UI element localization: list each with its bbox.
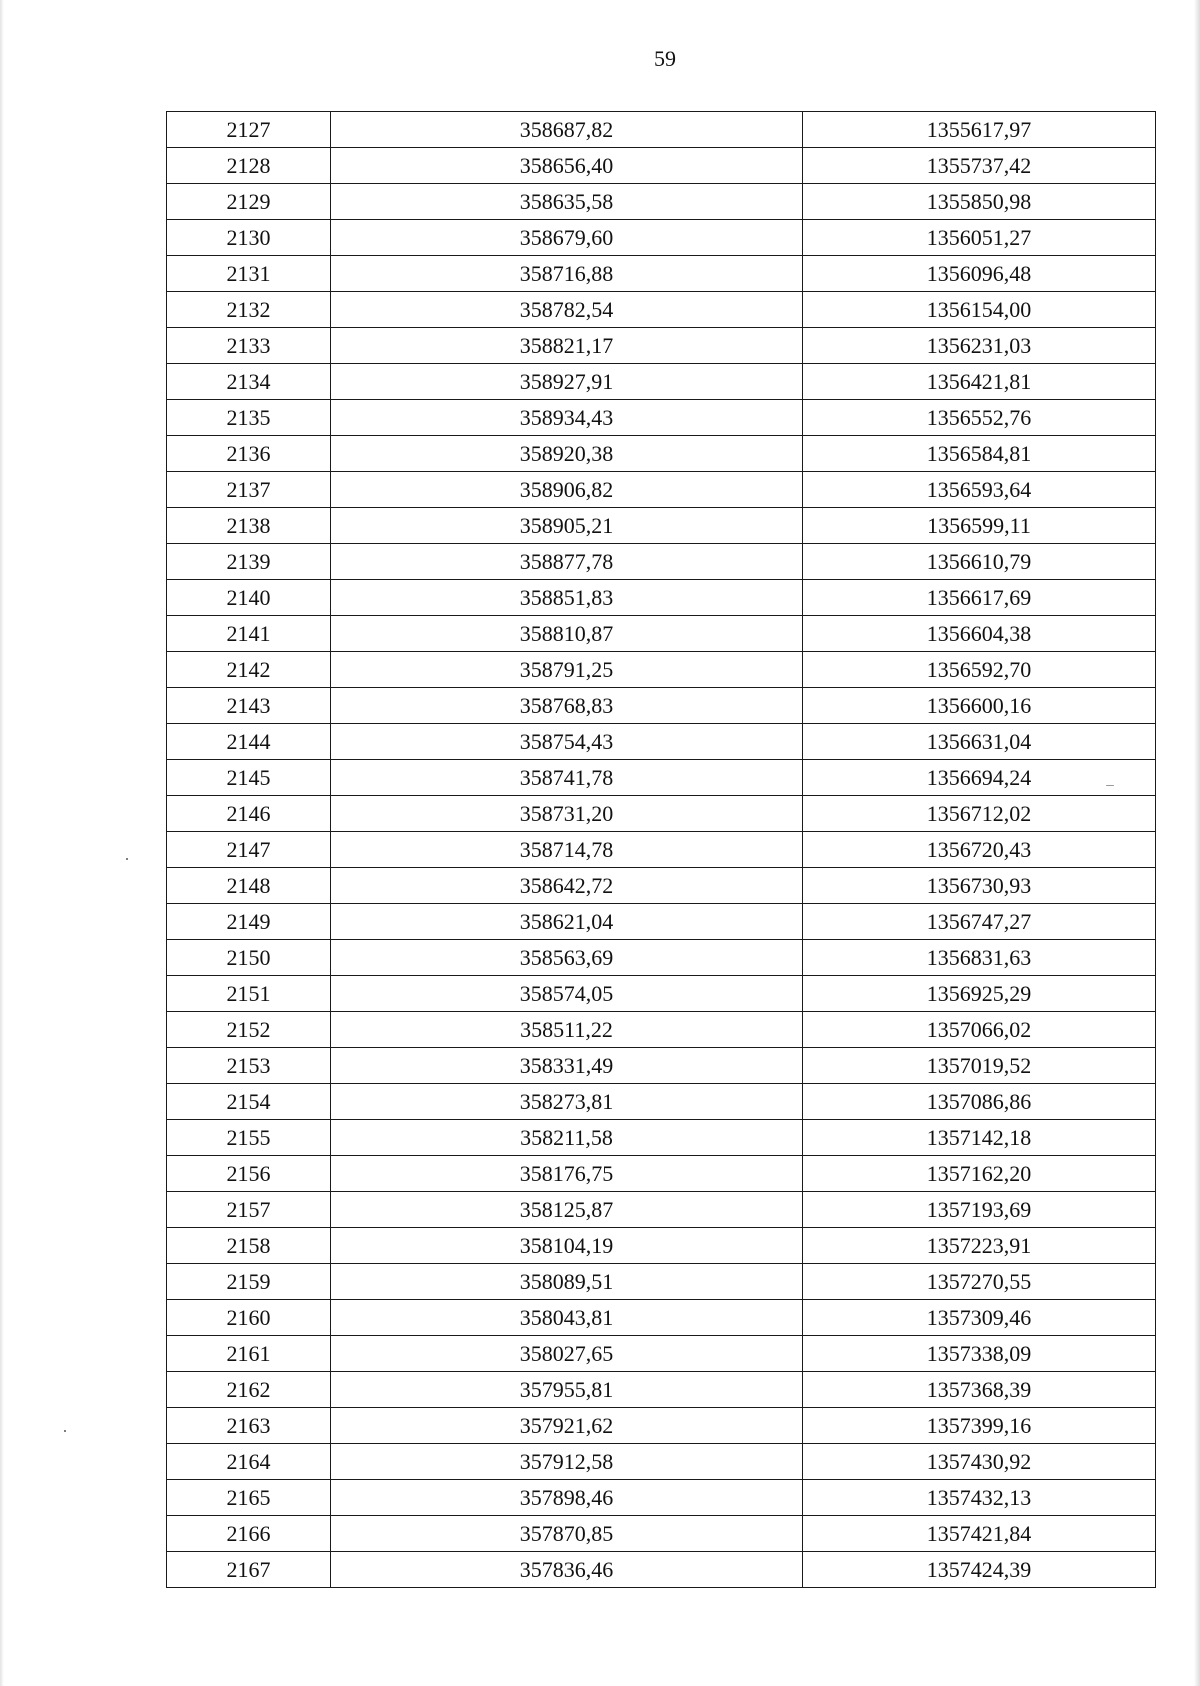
table-row — [167, 364, 1156, 400]
point-number-cell: 2143 — [167, 688, 331, 724]
scan-speck — [64, 1430, 66, 1432]
y-coordinate-cell: 1356231,03 — [803, 328, 1156, 364]
x-coordinate-cell: 358656,40 — [331, 148, 803, 184]
point-number-cell: 2135 — [167, 400, 331, 436]
x-coordinate-cell: 358125,87 — [331, 1192, 803, 1228]
table-row — [167, 940, 1156, 976]
x-coordinate-cell: 358741,78 — [331, 760, 803, 796]
table-row — [167, 148, 1156, 184]
table-row — [167, 220, 1156, 256]
x-coordinate-cell: 358714,78 — [331, 832, 803, 868]
y-coordinate-cell: 1356592,70 — [803, 652, 1156, 688]
y-coordinate-cell: 1356925,29 — [803, 976, 1156, 1012]
point-number-cell: 2144 — [167, 724, 331, 760]
point-number-cell: 2147 — [167, 832, 331, 868]
point-number-cell: 2132 — [167, 292, 331, 328]
point-number-cell: 2155 — [167, 1120, 331, 1156]
y-coordinate-cell: 1357223,91 — [803, 1228, 1156, 1264]
y-coordinate-cell: 1356421,81 — [803, 364, 1156, 400]
point-number-cell: 2154 — [167, 1084, 331, 1120]
scan-speck — [126, 858, 128, 860]
x-coordinate-cell: 358791,25 — [331, 652, 803, 688]
table-row — [167, 976, 1156, 1012]
x-coordinate-cell: 358511,22 — [331, 1012, 803, 1048]
x-coordinate-cell: 358563,69 — [331, 940, 803, 976]
y-coordinate-cell: 1355617,97 — [803, 112, 1156, 148]
point-number-cell: 2162 — [167, 1372, 331, 1408]
x-coordinate-cell: 358920,38 — [331, 436, 803, 472]
y-coordinate-cell: 1356604,38 — [803, 616, 1156, 652]
y-coordinate-cell: 1357162,20 — [803, 1156, 1156, 1192]
point-number-cell: 2138 — [167, 508, 331, 544]
table-row — [167, 760, 1156, 796]
y-coordinate-cell: 1356096,48 — [803, 256, 1156, 292]
x-coordinate-cell: 358176,75 — [331, 1156, 803, 1192]
table-row — [167, 1552, 1156, 1588]
table-row — [167, 544, 1156, 580]
y-coordinate-cell: 1356599,11 — [803, 508, 1156, 544]
page-number: 59 — [654, 46, 676, 71]
y-coordinate-cell: 1356051,27 — [803, 220, 1156, 256]
y-coordinate-cell: 1357368,39 — [803, 1372, 1156, 1408]
x-coordinate-cell: 357870,85 — [331, 1516, 803, 1552]
x-coordinate-cell: 358621,04 — [331, 904, 803, 940]
x-coordinate-cell: 358716,88 — [331, 256, 803, 292]
y-coordinate-cell: 1357019,52 — [803, 1048, 1156, 1084]
y-coordinate-cell: 1357430,92 — [803, 1444, 1156, 1480]
table-row — [167, 1048, 1156, 1084]
table-row — [167, 1012, 1156, 1048]
x-coordinate-cell: 358635,58 — [331, 184, 803, 220]
scan-edge-right — [1194, 0, 1200, 1686]
table-row — [167, 688, 1156, 724]
table-row — [167, 328, 1156, 364]
point-number-cell: 2165 — [167, 1480, 331, 1516]
table-row — [167, 436, 1156, 472]
point-number-cell: 2136 — [167, 436, 331, 472]
x-coordinate-cell: 358731,20 — [331, 796, 803, 832]
point-number-cell: 2133 — [167, 328, 331, 364]
point-number-cell: 2148 — [167, 868, 331, 904]
y-coordinate-cell: 1357066,02 — [803, 1012, 1156, 1048]
point-number-cell: 2142 — [167, 652, 331, 688]
x-coordinate-cell: 358642,72 — [331, 868, 803, 904]
point-number-cell: 2156 — [167, 1156, 331, 1192]
y-coordinate-cell: 1356694,24 — [803, 760, 1156, 796]
table-row — [167, 724, 1156, 760]
point-number-cell: 2129 — [167, 184, 331, 220]
x-coordinate-cell: 358821,17 — [331, 328, 803, 364]
point-number-cell: 2153 — [167, 1048, 331, 1084]
table-row — [167, 832, 1156, 868]
point-number-cell: 2139 — [167, 544, 331, 580]
point-number-cell: 2140 — [167, 580, 331, 616]
x-coordinate-cell: 358905,21 — [331, 508, 803, 544]
table-row — [167, 1084, 1156, 1120]
x-coordinate-cell: 358089,51 — [331, 1264, 803, 1300]
x-coordinate-cell: 358331,49 — [331, 1048, 803, 1084]
point-number-cell: 2127 — [167, 112, 331, 148]
point-number-cell: 2131 — [167, 256, 331, 292]
y-coordinate-cell: 1356600,16 — [803, 688, 1156, 724]
table-row — [167, 1444, 1156, 1480]
y-coordinate-cell: 1356154,00 — [803, 292, 1156, 328]
y-coordinate-cell: 1356730,93 — [803, 868, 1156, 904]
y-coordinate-cell: 1357193,69 — [803, 1192, 1156, 1228]
point-number-cell: 2152 — [167, 1012, 331, 1048]
table-row — [167, 580, 1156, 616]
coordinates-table — [166, 111, 1156, 1588]
point-number-cell: 2146 — [167, 796, 331, 832]
x-coordinate-cell: 358273,81 — [331, 1084, 803, 1120]
point-number-cell: 2166 — [167, 1516, 331, 1552]
table-row — [167, 508, 1156, 544]
y-coordinate-cell: 1356631,04 — [803, 724, 1156, 760]
point-number-cell: 2167 — [167, 1552, 331, 1588]
table-row — [167, 1372, 1156, 1408]
scan-edge-left — [0, 0, 4, 1686]
table-row — [167, 472, 1156, 508]
x-coordinate-cell: 358687,82 — [331, 112, 803, 148]
table-row — [167, 1264, 1156, 1300]
table-row — [167, 1120, 1156, 1156]
point-number-cell: 2161 — [167, 1336, 331, 1372]
point-number-cell: 2141 — [167, 616, 331, 652]
y-coordinate-cell: 1357338,09 — [803, 1336, 1156, 1372]
y-coordinate-cell: 1356831,63 — [803, 940, 1156, 976]
table-row — [167, 904, 1156, 940]
coordinates-table-body — [167, 112, 1156, 1588]
y-coordinate-cell: 1357142,18 — [803, 1120, 1156, 1156]
y-coordinate-cell: 1356747,27 — [803, 904, 1156, 940]
table-row — [167, 1228, 1156, 1264]
point-number-cell: 2128 — [167, 148, 331, 184]
x-coordinate-cell: 357836,46 — [331, 1552, 803, 1588]
table-row — [167, 652, 1156, 688]
point-number-cell: 2150 — [167, 940, 331, 976]
y-coordinate-cell: 1357309,46 — [803, 1300, 1156, 1336]
y-coordinate-cell: 1357424,39 — [803, 1552, 1156, 1588]
y-coordinate-cell: 1356610,79 — [803, 544, 1156, 580]
y-coordinate-cell: 1356584,81 — [803, 436, 1156, 472]
point-number-cell: 2145 — [167, 760, 331, 796]
x-coordinate-cell: 358927,91 — [331, 364, 803, 400]
x-coordinate-cell: 358906,82 — [331, 472, 803, 508]
x-coordinate-cell: 358104,19 — [331, 1228, 803, 1264]
y-coordinate-cell: 1355737,42 — [803, 148, 1156, 184]
y-coordinate-cell: 1357421,84 — [803, 1516, 1156, 1552]
point-number-cell: 2149 — [167, 904, 331, 940]
table-row — [167, 868, 1156, 904]
x-coordinate-cell: 358782,54 — [331, 292, 803, 328]
x-coordinate-cell: 358043,81 — [331, 1300, 803, 1336]
point-number-cell: 2160 — [167, 1300, 331, 1336]
y-coordinate-cell: 1356552,76 — [803, 400, 1156, 436]
table-row — [167, 1192, 1156, 1228]
table-row — [167, 1516, 1156, 1552]
x-coordinate-cell: 358934,43 — [331, 400, 803, 436]
y-coordinate-cell: 1357399,16 — [803, 1408, 1156, 1444]
table-row — [167, 616, 1156, 652]
x-coordinate-cell: 358810,87 — [331, 616, 803, 652]
x-coordinate-cell: 358679,60 — [331, 220, 803, 256]
x-coordinate-cell: 358574,05 — [331, 976, 803, 1012]
y-coordinate-cell: 1356720,43 — [803, 832, 1156, 868]
table-row — [167, 400, 1156, 436]
point-number-cell: 2159 — [167, 1264, 331, 1300]
x-coordinate-cell: 357955,81 — [331, 1372, 803, 1408]
point-number-cell: 2158 — [167, 1228, 331, 1264]
x-coordinate-cell: 358851,83 — [331, 580, 803, 616]
point-number-cell: 2130 — [167, 220, 331, 256]
table-row — [167, 1300, 1156, 1336]
y-coordinate-cell: 1356617,69 — [803, 580, 1156, 616]
x-coordinate-cell: 357912,58 — [331, 1444, 803, 1480]
point-number-cell: 2151 — [167, 976, 331, 1012]
table-row — [167, 256, 1156, 292]
x-coordinate-cell: 357921,62 — [331, 1408, 803, 1444]
table-row — [167, 292, 1156, 328]
table-row — [167, 184, 1156, 220]
point-number-cell: 2163 — [167, 1408, 331, 1444]
table-row — [167, 1480, 1156, 1516]
table-row — [167, 1408, 1156, 1444]
table-row — [167, 112, 1156, 148]
point-number-cell: 2134 — [167, 364, 331, 400]
y-coordinate-cell: 1357086,86 — [803, 1084, 1156, 1120]
table-row — [167, 796, 1156, 832]
y-coordinate-cell: 1356712,02 — [803, 796, 1156, 832]
point-number-cell: 2137 — [167, 472, 331, 508]
y-coordinate-cell: 1355850,98 — [803, 184, 1156, 220]
point-number-cell: 2157 — [167, 1192, 331, 1228]
y-coordinate-cell: 1356593,64 — [803, 472, 1156, 508]
y-coordinate-cell: 1357432,13 — [803, 1480, 1156, 1516]
x-coordinate-cell: 357898,46 — [331, 1480, 803, 1516]
x-coordinate-cell: 358768,83 — [331, 688, 803, 724]
x-coordinate-cell: 358211,58 — [331, 1120, 803, 1156]
table-row — [167, 1336, 1156, 1372]
scan-speck — [1106, 785, 1114, 786]
table-row — [167, 1156, 1156, 1192]
x-coordinate-cell: 358027,65 — [331, 1336, 803, 1372]
x-coordinate-cell: 358754,43 — [331, 724, 803, 760]
x-coordinate-cell: 358877,78 — [331, 544, 803, 580]
point-number-cell: 2164 — [167, 1444, 331, 1480]
y-coordinate-cell: 1357270,55 — [803, 1264, 1156, 1300]
